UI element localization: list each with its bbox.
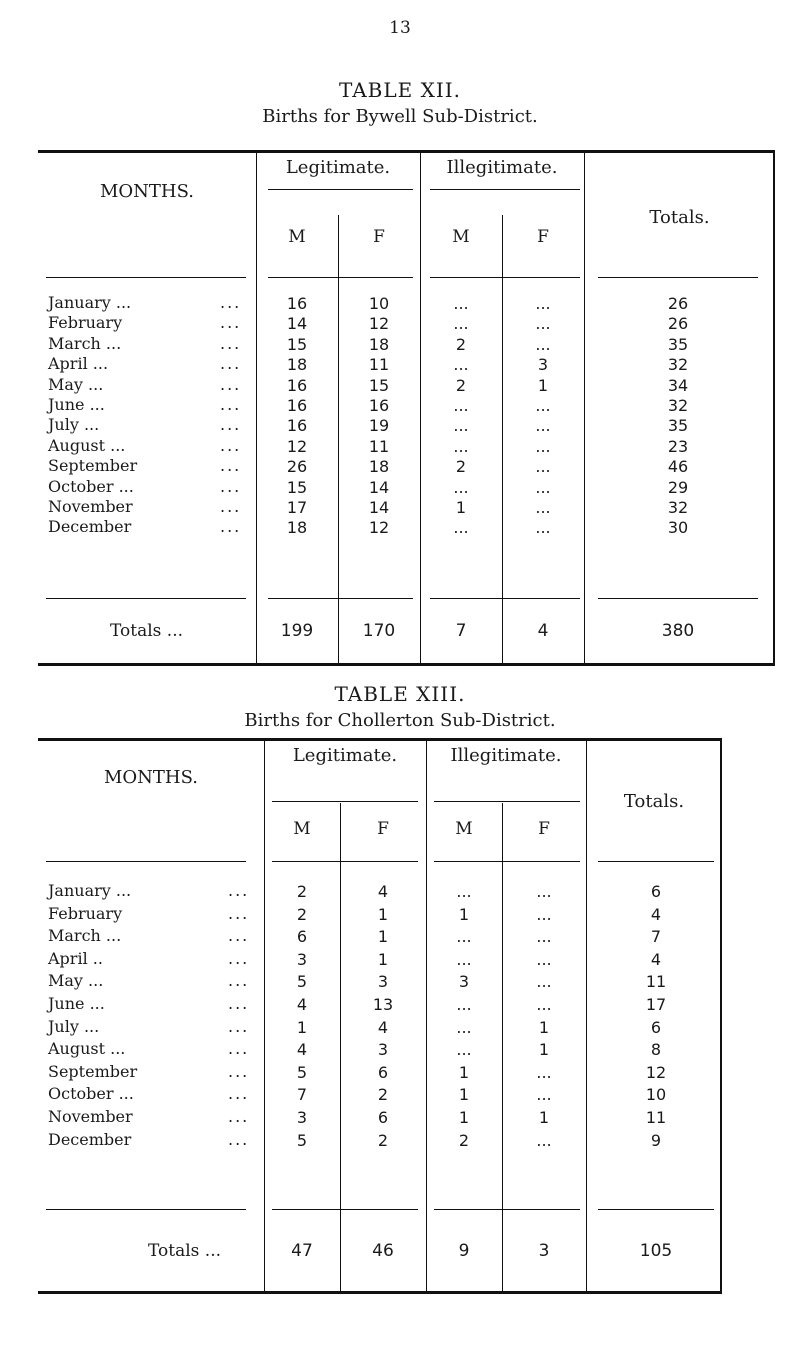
legitimate-header: Legitimate. — [285, 157, 391, 178]
leader-dots: ... — [220, 313, 242, 333]
totals-rule — [598, 1209, 714, 1210]
leader-dots: ... — [220, 333, 242, 353]
month-label: February — [48, 903, 123, 923]
table-row — [38, 949, 720, 971]
cell-total: 11 — [645, 1108, 667, 1127]
cell-legit-f: 14 — [368, 498, 390, 517]
cell-legit-m: 3 — [296, 1108, 308, 1127]
cell-legit-m: 15 — [286, 334, 308, 354]
leader-dots: ... — [228, 881, 250, 900]
header-rule — [46, 861, 246, 862]
cell-legit-m: 6 — [296, 927, 308, 947]
totals-rule — [598, 598, 758, 599]
cell-legit-m: 4 — [296, 1040, 308, 1060]
cell-total: 4 — [650, 904, 662, 924]
illegitimate-header: Illegitimate. — [450, 745, 562, 766]
totals-grand: 380 — [661, 621, 695, 641]
month-label: May ... — [48, 971, 104, 991]
cell-total: 32 — [667, 396, 689, 415]
legit-m-header: M — [288, 227, 306, 247]
table-row — [38, 334, 773, 356]
cell-total: 6 — [650, 882, 662, 901]
leader-dots: ... — [228, 1129, 250, 1149]
cell-illegit-f: ... — [536, 1085, 552, 1105]
totals-illegit-m: 9 — [458, 1241, 470, 1261]
table-xii — [38, 150, 775, 666]
cell-illegit-f: 1 — [537, 375, 549, 395]
header-rule — [46, 277, 246, 278]
cell-legit-f: 2 — [377, 1130, 389, 1150]
cell-illegit-m: 2 — [455, 334, 467, 354]
cell-legit-f: 10 — [368, 294, 390, 313]
cell-total: 35 — [667, 334, 689, 354]
cell-total: 32 — [667, 498, 689, 517]
cell-legit-m: 2 — [296, 904, 308, 924]
cell-total: 35 — [667, 416, 689, 436]
table-row — [38, 1084, 720, 1106]
cell-total: 9 — [650, 1130, 662, 1150]
cell-legit-m: 3 — [296, 949, 308, 969]
cell-illegit-f: ... — [535, 498, 551, 517]
cell-legit-f: 1 — [377, 949, 389, 969]
legit-f-header: F — [373, 227, 385, 247]
illegitimate-header: Illegitimate. — [446, 157, 558, 178]
month-label: March ... — [48, 333, 122, 353]
leader-dots: ... — [220, 456, 242, 476]
cell-legit-f: 6 — [377, 1108, 389, 1127]
cell-legit-f: 1 — [377, 927, 389, 947]
leader-dots: ... — [220, 497, 242, 516]
cell-legit-f: 15 — [368, 375, 390, 395]
table-row — [38, 1017, 720, 1039]
table-row — [38, 415, 773, 437]
header-rule — [434, 801, 580, 802]
totals-illegit-m: 7 — [455, 621, 467, 641]
cell-illegit-f: ... — [535, 457, 551, 477]
cell-legit-f: 4 — [377, 882, 389, 901]
cell-legit-m: 16 — [286, 294, 308, 313]
cell-illegit-f: 3 — [537, 355, 549, 375]
header-rule — [430, 277, 580, 278]
cell-legit-m: 16 — [286, 375, 308, 395]
totals-illegit-f: 3 — [538, 1241, 550, 1261]
cell-illegit-m: ... — [453, 355, 469, 375]
table-row — [38, 436, 773, 458]
leader-dots: ... — [220, 476, 242, 496]
cell-illegit-f: ... — [536, 995, 552, 1014]
totals-legit-f: 46 — [372, 1241, 394, 1261]
legit-f-header: F — [377, 819, 389, 839]
page-number: 13 — [389, 18, 411, 38]
header-rule — [272, 801, 418, 802]
cell-illegit-f: 1 — [538, 1017, 550, 1037]
cell-illegit-m: 1 — [458, 1085, 470, 1105]
month-label: March ... — [48, 926, 122, 946]
totals-legit-f: 170 — [362, 621, 396, 641]
cell-legit-m: 14 — [286, 314, 308, 334]
month-label: December — [48, 1129, 132, 1149]
month-label: October ... — [48, 1084, 134, 1104]
illegit-m-header: M — [452, 227, 470, 247]
cell-illegit-m: ... — [453, 518, 469, 538]
cell-legit-m: 12 — [286, 436, 308, 456]
cell-total: 10 — [645, 1085, 667, 1105]
leader-dots: ... — [220, 354, 242, 374]
cell-legit-m: 5 — [296, 972, 308, 992]
cell-illegit-m: ... — [453, 396, 469, 415]
cell-legit-m: 16 — [286, 396, 308, 415]
cell-illegit-m: ... — [456, 1017, 472, 1037]
cell-legit-f: 3 — [377, 972, 389, 992]
cell-total: 6 — [650, 1017, 662, 1037]
illegit-m-header: M — [455, 819, 473, 839]
cell-illegit-f: ... — [535, 416, 551, 436]
month-label: January ... — [48, 293, 132, 312]
cell-total: 30 — [667, 518, 689, 538]
table-xii-title: TABLE XII. — [338, 78, 462, 102]
month-label: July ... — [48, 1016, 100, 1036]
cell-legit-f: 11 — [368, 355, 390, 375]
cell-legit-m: 16 — [286, 416, 308, 436]
header-rule — [268, 277, 413, 278]
cell-illegit-f: ... — [535, 334, 551, 354]
leader-dots: ... — [228, 971, 250, 991]
cell-legit-m: 5 — [296, 1130, 308, 1150]
leader-dots: ... — [228, 926, 250, 946]
cell-total: 8 — [650, 1040, 662, 1060]
cell-illegit-m: ... — [456, 1040, 472, 1060]
leader-dots: ... — [220, 395, 242, 414]
cell-legit-f: 11 — [368, 436, 390, 456]
table-xiii-subtitle: Births for Chollerton Sub-District. — [244, 710, 556, 731]
header-rule — [272, 861, 418, 862]
leader-dots: ... — [220, 293, 242, 312]
legitimate-header: Legitimate. — [292, 745, 398, 766]
cell-legit-f: 4 — [377, 1017, 389, 1037]
month-label: February — [48, 313, 123, 333]
cell-illegit-f: 1 — [538, 1108, 550, 1127]
cell-legit-f: 18 — [368, 334, 390, 354]
table-row — [38, 926, 720, 948]
cell-illegit-f: ... — [535, 294, 551, 313]
cell-illegit-m: ... — [453, 314, 469, 334]
totals-label: Totals ... — [148, 1241, 221, 1261]
months-header: MONTHS. — [99, 181, 195, 202]
table-row — [38, 1039, 720, 1061]
cell-illegit-m: 1 — [458, 1062, 470, 1082]
cell-illegit-m: ... — [456, 995, 472, 1014]
leader-dots: ... — [228, 903, 250, 923]
cell-legit-f: 12 — [368, 314, 390, 334]
cell-legit-f: 18 — [368, 457, 390, 477]
month-label: April ... — [48, 354, 109, 374]
cell-legit-f: 16 — [368, 396, 390, 415]
cell-illegit-m: ... — [453, 294, 469, 313]
cell-total: 12 — [645, 1062, 667, 1082]
cell-legit-m: 26 — [286, 457, 308, 477]
cell-total: 29 — [667, 477, 689, 497]
cell-legit-m: 4 — [296, 995, 308, 1014]
illegit-f-header: F — [538, 819, 550, 839]
totals-legit-m: 199 — [280, 621, 314, 641]
header-rule — [268, 189, 413, 190]
totals-rule — [46, 1209, 246, 1210]
month-label: September — [48, 456, 138, 476]
cell-illegit-m: 1 — [455, 498, 467, 517]
cell-illegit-m: ... — [453, 416, 469, 436]
header-rule — [598, 277, 758, 278]
table-row — [38, 456, 773, 478]
table-xiii-title: TABLE XIII. — [334, 682, 466, 706]
totals-rule — [272, 1209, 418, 1210]
cell-illegit-f: ... — [535, 314, 551, 334]
month-label: August ... — [48, 435, 126, 455]
cell-total: 4 — [650, 949, 662, 969]
cell-legit-m: 17 — [286, 498, 308, 517]
cell-illegit-m: 2 — [455, 375, 467, 395]
cell-illegit-m: 1 — [458, 1108, 470, 1127]
month-label: August ... — [48, 1039, 126, 1059]
cell-illegit-m: ... — [453, 477, 469, 497]
cell-legit-f: 1 — [377, 904, 389, 924]
cell-illegit-m: 3 — [458, 972, 470, 992]
cell-illegit-f: ... — [536, 927, 552, 947]
month-label: November — [48, 497, 133, 516]
month-label: January ... — [48, 881, 132, 900]
table-row — [38, 1062, 720, 1084]
illegit-f-header: F — [537, 227, 549, 247]
table-row — [38, 395, 773, 417]
totals-rule — [268, 598, 413, 599]
totals-rule — [430, 598, 580, 599]
table-xii-subtitle: Births for Bywell Sub-District. — [262, 106, 538, 127]
cell-legit-m: 18 — [286, 355, 308, 375]
table-row — [38, 1130, 720, 1152]
table-row — [38, 994, 720, 1016]
leader-dots: ... — [220, 435, 242, 455]
month-label: December — [48, 517, 132, 537]
leader-dots: ... — [228, 948, 250, 968]
cell-legit-m: 15 — [286, 477, 308, 497]
cell-illegit-f: ... — [535, 396, 551, 415]
month-label: June ... — [48, 395, 105, 414]
cell-total: 23 — [667, 436, 689, 456]
month-label: April .. — [48, 948, 103, 968]
cell-illegit-m: ... — [453, 436, 469, 456]
cell-total: 17 — [645, 995, 667, 1014]
totals-header: Totals. — [623, 791, 685, 812]
cell-illegit-f: 1 — [538, 1040, 550, 1060]
cell-total: 11 — [645, 972, 667, 992]
cell-legit-f: 6 — [377, 1062, 389, 1082]
cell-legit-m: 1 — [296, 1017, 308, 1037]
totals-label: Totals ... — [110, 621, 183, 641]
cell-legit-f: 12 — [368, 518, 390, 538]
month-label: November — [48, 1107, 133, 1126]
leader-dots: ... — [228, 1016, 250, 1036]
cell-legit-f: 13 — [372, 995, 394, 1014]
month-label: May ... — [48, 374, 104, 394]
leader-dots: ... — [220, 415, 242, 435]
table-row — [38, 1107, 720, 1129]
header-rule — [430, 189, 580, 190]
months-header: MONTHS. — [103, 767, 199, 788]
table-row — [38, 313, 773, 335]
cell-legit-m: 18 — [286, 518, 308, 538]
month-label: October ... — [48, 476, 134, 496]
cell-illegit-f: ... — [536, 1130, 552, 1150]
cell-illegit-m: 1 — [458, 904, 470, 924]
cell-legit-f: 2 — [377, 1085, 389, 1105]
table-xiii — [38, 738, 722, 1294]
cell-total: 34 — [667, 375, 689, 395]
leader-dots: ... — [220, 374, 242, 394]
cell-legit-f: 3 — [377, 1040, 389, 1060]
cell-illegit-f: ... — [536, 882, 552, 901]
cell-illegit-f: ... — [535, 477, 551, 497]
totals-rule — [46, 598, 246, 599]
cell-total: 46 — [667, 457, 689, 477]
cell-illegit-f: ... — [536, 972, 552, 992]
cell-legit-m: 7 — [296, 1085, 308, 1105]
totals-header: Totals. — [649, 207, 710, 228]
cell-legit-m: 5 — [296, 1062, 308, 1082]
table-row — [38, 971, 720, 993]
cell-illegit-f: ... — [536, 1062, 552, 1082]
cell-illegit-m: ... — [456, 927, 472, 947]
table-row — [38, 293, 773, 315]
cell-legit-m: 2 — [296, 882, 308, 901]
cell-illegit-m: ... — [456, 949, 472, 969]
totals-grand: 105 — [639, 1241, 673, 1261]
table-row — [38, 881, 720, 903]
table-row — [38, 477, 773, 499]
cell-illegit-f: ... — [535, 518, 551, 538]
header-rule — [598, 861, 714, 862]
leader-dots: ... — [228, 994, 250, 1013]
leader-dots: ... — [228, 1061, 250, 1081]
header-rule — [434, 861, 580, 862]
month-label: September — [48, 1061, 138, 1081]
cell-total: 26 — [667, 314, 689, 334]
cell-legit-f: 14 — [368, 477, 390, 497]
cell-legit-f: 19 — [368, 416, 390, 436]
leader-dots: ... — [228, 1107, 250, 1126]
cell-illegit-m: 2 — [458, 1130, 470, 1150]
table-row — [38, 354, 773, 376]
cell-illegit-m: ... — [456, 882, 472, 901]
month-label: July ... — [48, 415, 100, 435]
totals-legit-m: 47 — [291, 1241, 313, 1261]
cell-total: 7 — [650, 927, 662, 947]
cell-total: 26 — [667, 294, 689, 313]
cell-illegit-f: ... — [536, 949, 552, 969]
table-row — [38, 497, 773, 519]
cell-illegit-f: ... — [535, 436, 551, 456]
leader-dots: ... — [228, 1084, 250, 1104]
table-row — [38, 375, 773, 397]
cell-illegit-m: 2 — [455, 457, 467, 477]
table-row — [38, 904, 720, 926]
cell-illegit-f: ... — [536, 904, 552, 924]
leader-dots: ... — [220, 517, 242, 537]
leader-dots: ... — [228, 1039, 250, 1059]
table-row — [38, 517, 773, 539]
legit-m-header: M — [293, 819, 311, 839]
month-label: June ... — [48, 994, 105, 1013]
totals-rule — [434, 1209, 580, 1210]
cell-total: 32 — [667, 355, 689, 375]
totals-illegit-f: 4 — [537, 621, 549, 641]
